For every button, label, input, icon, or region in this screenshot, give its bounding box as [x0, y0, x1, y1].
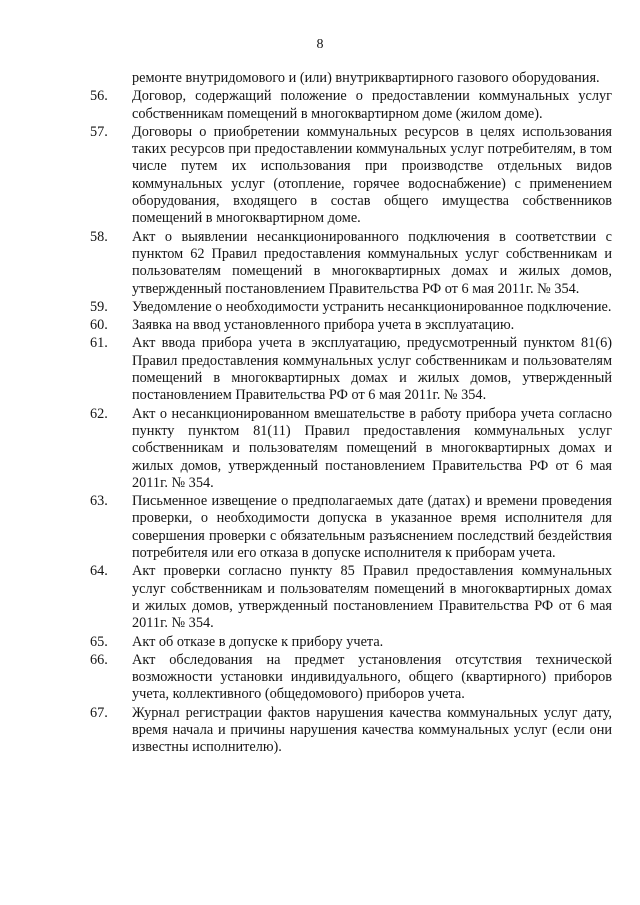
item-number: 57. [90, 123, 108, 140]
list-item [90, 299, 612, 316]
item-number: 66. [90, 651, 108, 668]
item-text: ремонте внутридомового и (или) внутриквартирного газового оборудования. [132, 70, 600, 86]
item-number: 62. [90, 405, 108, 422]
list-item [90, 634, 612, 651]
item-text: Заявка на ввод установленного прибора учета в эксплуатацию. [132, 317, 515, 334]
item-number: 60. [90, 317, 108, 334]
item-number: 64. [90, 563, 108, 580]
item-number: 67. [90, 704, 108, 721]
item-text: Письменное извещение о предполагаемых дате (датах) и времени проведения проверки, о необходимости допуска в указанное время исполнителя для совершения проверки с обязательным разъяснением последствий бездействия потребителя или его отказа в допуске исполнителя к приборам учета. [132, 493, 612, 562]
item-text: Акт проверки согласно пункту 85 Правил предоставления коммунальных услуг собственникам и пользователям помещений в многоквартирных домах и жилых домов, утвержденный постановлением Правительства РФ от 6 мая 2011г. № 354. [132, 563, 612, 632]
list-item [90, 563, 612, 632]
list-item [90, 705, 612, 757]
item-number: 61. [90, 335, 108, 352]
item-number: 58. [90, 228, 108, 245]
list-item [90, 406, 612, 492]
item-number: 63. [90, 493, 108, 510]
item-text: Акт о несанкционированном вмешательстве в работу прибора учета согласно пункту пунктом 81(11) Правил предоставления коммунальных услуг собственникам и пользователям помещений в многоквартирных домах и жилых домов, утвержденный постановлением Правительства РФ от 6 мая 2011г. № 354. [132, 405, 612, 491]
item-number [90, 70, 132, 87]
list-item [90, 335, 612, 404]
item-text: Акт ввода прибора учета в эксплуатацию, предусмотренный пунктом 81(6) Правил предоставления коммунальных услуг собственникам и пользователям помещений в многоквартирных домах и жилых домов, утвержденный постановлением Правительства РФ от 6 мая 2011г. № 354. [132, 335, 612, 404]
list-item [90, 229, 612, 298]
list-item [90, 493, 612, 562]
document-list [90, 70, 612, 758]
item-number: 65. [90, 633, 108, 650]
list-item [90, 124, 612, 228]
item-text: Акт о выявлении несанкционированного подключения в соответствии с пунктом 62 Правил предоставления коммунальных услуг собственникам и пользователям помещений в многоквартирных домах и жилых домов, утвержденный постановлением Правительства РФ от 6 мая 2011г. № 354. [132, 228, 612, 297]
list-item [90, 88, 612, 123]
item-text: Акт обследования на предмет установления отсутствия технической возможности установки индивидуального, общего (квартирного) приборов учета, коллективного (общедомового) приборов учета. [132, 651, 612, 703]
item-number: 59. [90, 298, 108, 315]
item-text: Договор, содержащий положение о предоставлении коммунальных услуг собственникам помещений в многоквартирном доме (жилом доме). [132, 88, 612, 122]
list-item [90, 317, 612, 334]
item-text: Уведомление о необходимости устранить несанкционированное подключение. [132, 298, 612, 315]
item-text: Журнал регистрации фактов нарушения качества коммунальных услуг дату, время начала и причины нарушения качества коммунальных услуг (если они известны исполнителю). [132, 704, 612, 756]
page-number: 8 [316, 37, 324, 52]
list-item [90, 652, 612, 704]
item-text: Договоры о приобретении коммунальных ресурсов в целях использования таких ресурсов при предоставлении коммунальных услуг потребителям, в том числе путем их использования при производстве отдельных видов коммунальных услуг (отопление, горячее водоснабжение) с применением оборудования, входящего в состав общего имущества собственников помещений в многоквартирном доме. [132, 123, 612, 227]
item-text: Акт об отказе в допуске к прибору учета. [132, 633, 384, 650]
list-item [90, 70, 612, 87]
item-number: 56. [90, 88, 108, 105]
